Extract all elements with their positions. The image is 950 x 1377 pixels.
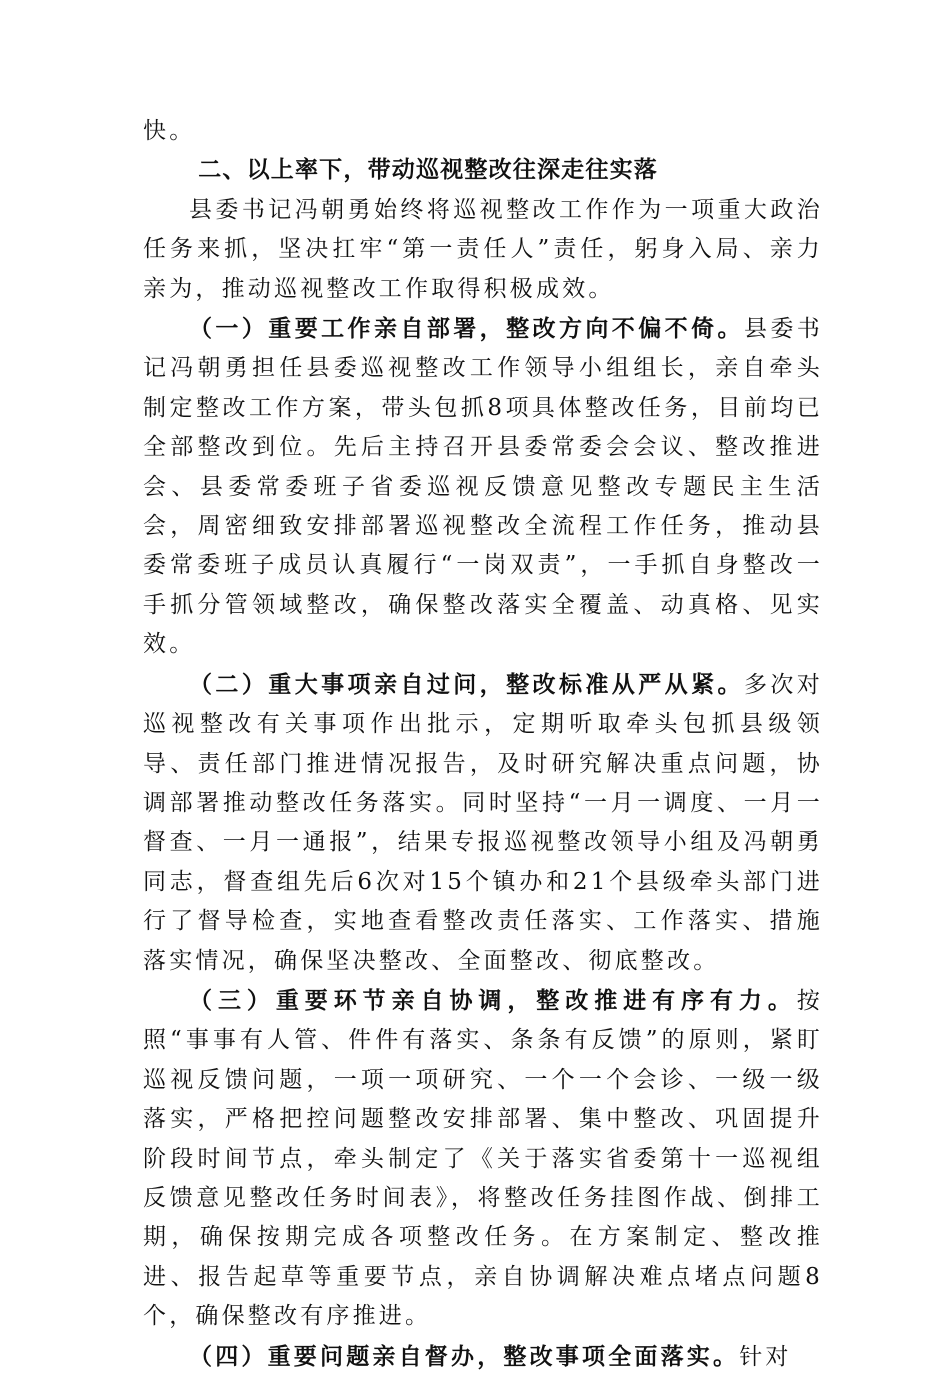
subsection-3-paragraph	[143, 981, 823, 1337]
subsection-4-paragraph	[143, 1337, 823, 1377]
continuation-text: 快。	[143, 118, 196, 144]
subsection-2-paragraph	[143, 665, 823, 981]
subsection-1-lead: （一）重要工作亲自部署，整改方向不偏不倚。	[189, 315, 744, 343]
subsection-2-body: 多次对巡视整改有关事项作出批示，定期听取牵头包抓县级领导、责任部门推进情况报告，及时研究解决重点问题，协调部署推动整改任务落实。同时坚持“一月一调度、一月一督查、一月一通报”，结果专报巡视整改领导小组及冯朝勇同志，督查组先后6次对15个镇办和21个县级牵头部门进行了督导检查，实地查看整改责任落实、工作落实、措施落实情况，确保坚决整改、全面整改、彻底整改。	[143, 671, 823, 974]
section-heading: 二、以上率下，带动巡视整改往深走往实落	[198, 157, 658, 184]
subsection-1-body: 县委书记冯朝勇担任县委巡视整改工作领导小组组长，亲自牵头制定整改工作方案，带头包抓8项具体整改任务，目前均已全部整改到位。先后主持召开县委常委会会议、整改推进会、县委常委班子省委巡视反馈意见整改专题民主生活会，周密细致安排部署巡视整改全流程工作任务，推动县委常委班子成员认真履行“一岗双责”，一手抓自身整改一手抓分管领域整改，确保整改落实全覆盖、动真格、见实效。	[143, 316, 823, 658]
document-body	[143, 112, 823, 1377]
subsection-4-body: 针对	[739, 1343, 792, 1370]
subsection-1-paragraph	[143, 309, 823, 665]
subsection-4-lead: （四）重要问题亲自督办，整改事项全面落实。	[189, 1342, 740, 1370]
subsection-3-body: 按照“事事有人管、件件有落实、条条有反馈”的原则，紧盯巡视反馈问题，一项一项研究、一个一个会诊、一级一级落实，严格把控问题整改安排部署、集中整改、巩固提升阶段时间节点，牵头制定了《关于落实省委第十一巡视组反馈意见整改任务时间表》，将整改任务挂图作战、倒排工期，确保按期完成各项整改任务。在方案制定、整改推进、报告起草等重要节点，亲自协调解决难点堵点问题8个，确保整改有序推进。	[143, 987, 823, 1330]
subsection-3-lead: （三）重要环节亲自协调，整改推进有序有力。	[189, 986, 797, 1014]
subsection-2-lead: （二）重大事项亲自过问，整改标准从严从紧。	[189, 670, 744, 698]
intro-paragraph: 县委书记冯朝勇始终将巡视整改工作作为一项重大政治任务来抓，坚决扛牢“第一责任人”责任，躬身入局、亲力亲为，推动巡视整改工作取得积极成效。	[143, 196, 823, 302]
